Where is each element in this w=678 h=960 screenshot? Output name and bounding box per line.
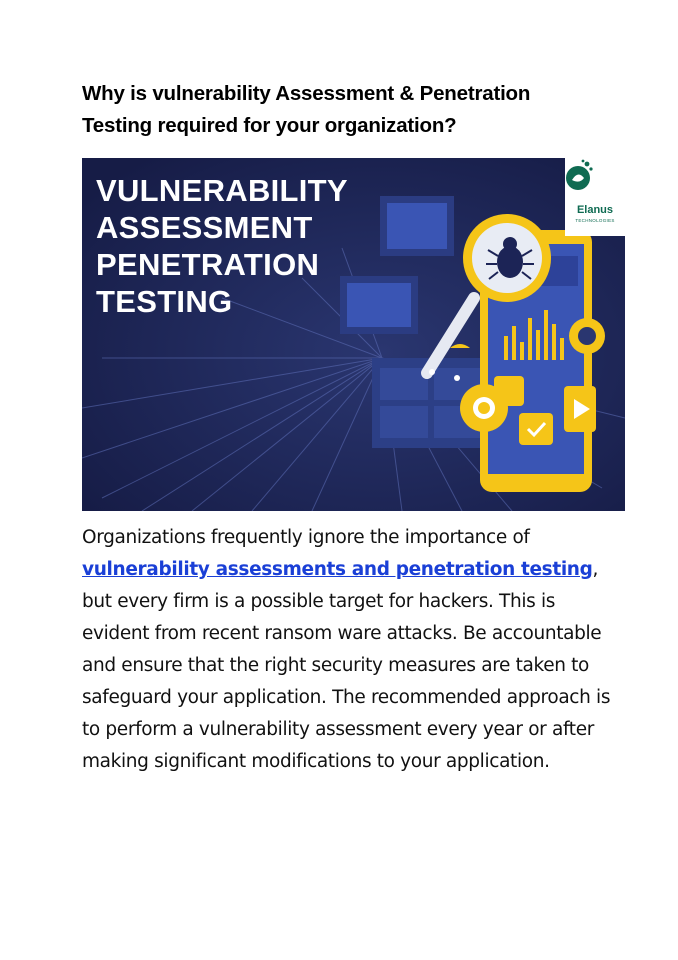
vapt-link[interactable]: vulnerability assessments and penetration testing <box>82 559 593 580</box>
headline-line: ASSESSMENT <box>96 210 313 245</box>
banner-image <box>82 158 625 511</box>
headline-line: TESTING <box>96 284 233 319</box>
logo-subtitle: TECHNOLOGIES <box>575 218 615 223</box>
headline-line: VULNERABILITY <box>96 173 348 208</box>
body-text-after: , but every firm is a possible target for hackers. This is evident from recent ransom ware attacks. Be accountable and ensure that the right security measures are taken to safeguard your application. The recommended approach is to perform a vulnerability assessment every year or after making significant modifications to your application. <box>82 559 611 772</box>
logo-name: Elanus <box>576 204 614 216</box>
elanus-logo <box>565 158 625 236</box>
body-text-before: Organizations frequently ignore the importance of <box>82 527 530 548</box>
logo-icon <box>565 158 593 194</box>
banner-headline <box>96 172 348 320</box>
body-paragraph <box>82 522 612 778</box>
page-title: Why is vulnerability Assessment & Penetration Testing required for your organization? <box>82 82 531 137</box>
headline-line: PENETRATION <box>96 247 320 282</box>
